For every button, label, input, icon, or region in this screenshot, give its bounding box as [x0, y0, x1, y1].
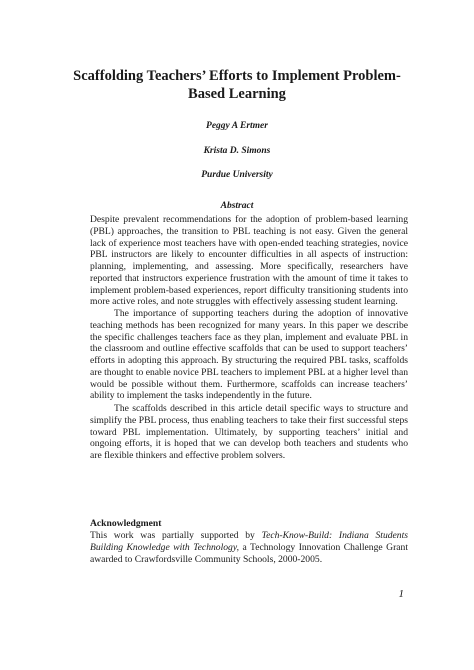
abstract-heading: Abstract: [220, 201, 254, 211]
paper-title: Scaffolding Teachers’ Efforts to Implement Problem-Based Learning: [73, 68, 401, 102]
author-name: Krista D. Simons: [203, 146, 271, 156]
abstract-paragraph: Despite prevalent recommendations for the adoption of problem-based learning (PBL) approaches, the transition to PBL teaching is not easy. Given the general lack of experience most teachers have with open-ended teaching strategies, novice PBL instructors are likely to encounter difficulties in all aspects of instruction: planning, implementing, and assessing. More specifically, researchers have reported that instructors experience frustration with the amount of time it takes to implement problem-based experiences, report difficulty transitioning students into more active roles, and note struggles with effectively assessing student learning.: [90, 214, 408, 308]
acknowledgment-text: [90, 530, 408, 565]
affiliation: Purdue University: [201, 170, 273, 180]
abstract-paragraph: The scaffolds described in this article detail specific ways to structure and simplify the PBL process, thus enabling teachers to take their first successful steps toward PBL implementation. Ultimately, by supporting teachers’ initial and ongoing efforts, it is hoped that we can develop both teachers and students who are flexible thinkers and effective problem solvers.: [90, 403, 408, 461]
abstract-paragraph: The importance of supporting teachers during the adoption of innovative teaching methods has been recognized for many years. In this paper we describe the specific challenges teachers face as they plan, implement and evaluate PBL in the classroom and outline effective scaffolds that can be used to support teachers’ efforts in adopting this approach. By structuring the required PBL tasks, scaffolds are thought to enable novice PBL teachers to implement PBL at a higher level than would be possible without them. Furthermore, scaffolds can increase teachers’ ability to implement the tasks independently in the future.: [90, 308, 408, 402]
acknowledgment-heading: Acknowledgment: [90, 518, 162, 529]
acknowledgment-text-before: This work was partially supported by: [90, 530, 262, 541]
author-name: Peggy A Ertmer: [206, 121, 268, 131]
page-number: 1: [398, 588, 404, 600]
acknowledgment-text-after: a Technology Innovation Challenge Grant awarded to Crawfordsville Community Schools, 2000-2005.: [90, 541, 408, 565]
grant-name: Tech-Know-Build: Indiana Students Building Knowledge with Technology,: [90, 530, 408, 553]
